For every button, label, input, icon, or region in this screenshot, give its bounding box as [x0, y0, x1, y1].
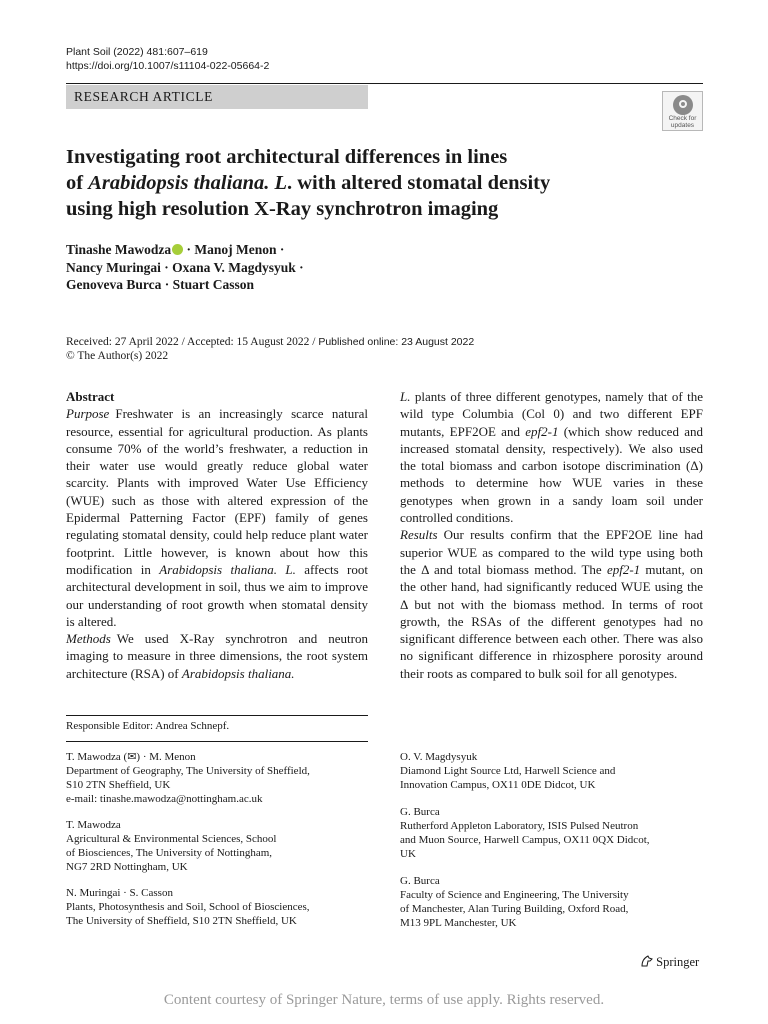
affil-line: The University of Sheffield, S10 2TN Sheffield, UK: [66, 915, 297, 927]
affiliations-left: [66, 750, 310, 928]
doi-link[interactable]: https://doi.org/10.1007/s11104-022-05664-2: [66, 60, 270, 72]
affil-name: G. Burca: [400, 875, 440, 887]
title-line-2-pre: of: [66, 172, 89, 194]
publication-dates: [66, 335, 474, 363]
results-epf-gene: epf2-1: [606, 561, 641, 577]
purpose-species: Arabidopsis thaliana. L.: [159, 561, 296, 577]
affiliation-rule: [66, 741, 368, 742]
abstract-right-column: [400, 388, 703, 682]
abstract-purpose: [66, 405, 368, 630]
responsible-editor: Responsible Editor: Andrea Schnepf.: [66, 720, 230, 732]
journal-citation: Plant Soil (2022) 481:607–619: [66, 46, 208, 58]
author-line-2: Nancy Muringai · Oxana V. Magdysyuk ·: [66, 259, 304, 275]
affil-name: T. Mawodza: [66, 819, 121, 831]
affil-line: Faculty of Science and Engineering, The University: [400, 889, 629, 901]
content-courtesy-notice: Content courtesy of Springer Nature, terms of use apply. Rights reserved.: [163, 992, 605, 1008]
methods-text-a: We used X-Ray synchrotron and neutron imaging to measure in three dimensions, the root system architecture (RSA) of: [66, 631, 368, 681]
affil-line: Rutherford Appleton Laboratory, ISIS Pulsed Neutron: [400, 820, 639, 832]
affil-line: Department of Geography, The University of Sheffield,: [66, 765, 310, 777]
methods-text-b: plants of three different genotypes, namely that of the wild type Columbia (Col 0) and two different EPF mutants, EPF2OE and: [400, 389, 703, 439]
abstract-left-column: [66, 388, 368, 682]
article-title: [66, 144, 706, 222]
methods-epf-gene: epf2-1: [525, 423, 559, 439]
results-label: Results: [400, 527, 438, 543]
affil-line: Innovation Campus, OX11 0DE Didcot, UK: [400, 779, 596, 791]
affil-line: of Manchester, Alan Turing Building, Oxford Road,: [400, 903, 629, 915]
methods-species-cont: L.: [400, 389, 411, 404]
affil-name: O. V. Magdysyuk: [400, 751, 478, 763]
affil-name: G. Burca: [400, 806, 440, 818]
purpose-label: Purpose: [66, 406, 110, 422]
author-mawodza[interactable]: Tinashe Mawodza: [66, 242, 172, 257]
purpose-text-a: Freshwater is an increasingly scarce natural resource, essential for agricultural production. As plants consume 70% of the world’s freshwater, a reduction in their water use would greatly reduce global water scarcity. Plants with improved Water Use Efficiency (WUE) such as those with altered expression of the Epidermal Patterning Factor (EPF) family of genes regulating stomatal density, could help reduce plant water footprint. Little however, is known about how this modification in: [66, 406, 368, 577]
affil-line: M13 9PL Manchester, UK: [400, 917, 517, 929]
title-line-2-post: . with altered stomatal density: [287, 172, 551, 194]
title-species: Arabidopsis thaliana. L: [88, 172, 287, 194]
header-rule: [66, 83, 703, 84]
methods-label: Methods: [66, 631, 111, 647]
affil-name: N. Muringai · S. Casson: [66, 887, 173, 899]
orcid-icon[interactable]: [172, 244, 183, 255]
affil-email[interactable]: e-mail: tinashe.mawodza@nottingham.ac.uk: [66, 793, 263, 805]
author-line-3: Genoveva Burca · Stuart Casson: [66, 277, 255, 292]
badge-text-1: Check for: [668, 115, 697, 122]
results-text-a: Our results confirm that the EPF2OE line had superior WUE as compared to the wild type using both the Δ and total biomass method. The: [400, 527, 703, 577]
affil-line: S10 2TN Sheffield, UK: [66, 779, 171, 791]
affil-line: Agricultural & Environmental Sciences, School: [66, 833, 277, 845]
abstract-heading: Abstract: [66, 389, 115, 404]
footnote-rule: [66, 715, 368, 716]
affil-name: T. Mawodza (✉) · M. Menon: [66, 751, 196, 763]
springer-wordmark: Springer: [656, 955, 700, 969]
title-line-1: Investigating root architectural differences in lines: [66, 146, 508, 168]
author-list: [66, 241, 666, 294]
affiliations-right: [400, 750, 650, 930]
badge-text-2: updates: [670, 122, 695, 129]
title-line-3: using high resolution X-Ray synchrotron imaging: [66, 198, 499, 220]
check-updates-icon: [673, 95, 693, 115]
springer-logo: [640, 955, 699, 970]
affil-line: NG7 2RD Nottingham, UK: [66, 861, 188, 873]
published-online: Published online: 23 August 2022: [318, 336, 475, 348]
springer-horse-icon: [640, 955, 653, 967]
copyright: © The Author(s) 2022: [66, 350, 169, 362]
abstract-methods-start: [66, 630, 368, 682]
affil-line: Plants, Photosynthesis and Soil, School of Biosciences,: [66, 901, 310, 913]
article-type-banner: RESEARCH ARTICLE: [66, 85, 368, 109]
affil-line: Diamond Light Source Ltd, Harwell Science and: [400, 765, 616, 777]
received-accepted: Received: 27 April 2022 / Accepted: 15 August 2022 /: [66, 336, 319, 348]
affil-line: UK: [400, 848, 416, 860]
methods-text-c: (which show reduced and increased stomatal density, respectively). We also used the total biomass and carbon isotope discrimination (Δ) methods to determine how WUE varies in these genotypes when grown in a sandy loam soil under controlled conditions.: [400, 423, 703, 526]
abstract-results: [400, 526, 703, 682]
results-text-b: mutant, on the other hand, had significantly reduced WUE using the Δ but not with the biomass method. In terms of root growth, the RSAs of the different genotypes had no significant difference between each other. There was also no significant difference in rhizosphere porosity around their roots as compared to bulk soil for all genotypes.: [400, 561, 703, 681]
check-for-updates-badge[interactable]: [662, 91, 703, 131]
abstract-methods-cont: [400, 388, 703, 526]
author-line-1-rest: · Manoj Menon ·: [183, 242, 285, 257]
affil-line: of Biosciences, The University of Nottingham,: [66, 847, 273, 859]
methods-species: Arabidopsis thaliana.: [181, 665, 295, 681]
purpose-text-b: affects root architectural development in soil, thus we aim to improve our understanding of root growth when stomatal density is altered.: [66, 561, 368, 629]
affil-line: and Muon Source, Harwell Campus, OX11 0QX Didcot,: [400, 834, 650, 846]
